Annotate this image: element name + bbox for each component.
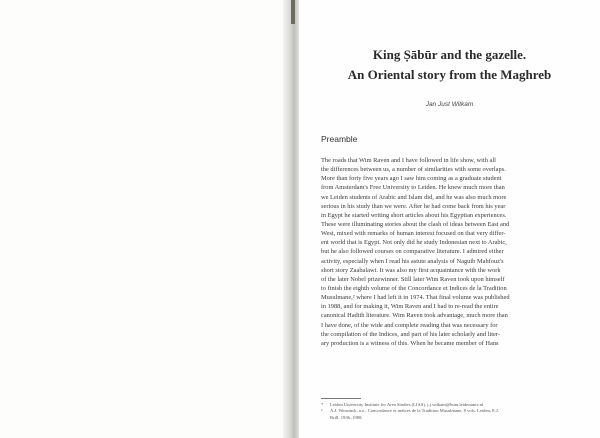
- section-heading: Preamble: [321, 134, 358, 144]
- body-line: in Egypt he started writing short articles about his Egyptian experiences.: [321, 211, 507, 219]
- body-line: West, mixed with remarks of human interest focused on that very differ-: [321, 230, 506, 238]
- left-page-blank: [0, 0, 285, 438]
- body-line: of the later Nobel prizewinner. Still later Wim Raven took upon himself: [321, 275, 505, 283]
- body-line: serious in his study than we were. After he had come back from his year: [321, 202, 506, 210]
- body-line: from Amsterdam's Free University to Leiden. He knew much more than: [321, 184, 505, 192]
- body-line: Musulmane,² where I had left it in 1974. That final volume was published: [321, 294, 510, 302]
- body-line: canonical Hadith literature. Wim Raven took advantage, much more than: [321, 312, 508, 320]
- body-line: the compilation of the Indices, and part of his later scholarly and liter-: [321, 330, 500, 338]
- body-line: ent world that is Egypt. Not only did he study Indonesian next to Arabic,: [321, 239, 507, 247]
- body-line: in 1988, and for making it, Wim Raven and I had to re-read the entire: [321, 303, 499, 311]
- body-line: I have done, of the wide and complete reading that was necessary for: [321, 321, 498, 329]
- article-title-line2: An Oriental story from the Maghreb: [347, 67, 552, 82]
- body-line: ary production is a witness of this. When he became member of Hans: [321, 339, 499, 347]
- footnote-number: ²: [321, 408, 323, 414]
- footnote-number: *: [321, 402, 324, 407]
- body-line: we Leiden students of Arabic and Islam did, and he was also much more: [321, 193, 507, 201]
- binding-mark: [291, 0, 295, 24]
- body-line: activity, especially when I read his astute analysis of Naguib Mahfouz's: [321, 257, 504, 265]
- body-line: to finish the eighth volume of the Concordance et Indices de la Tradition: [321, 284, 507, 292]
- body-line: These were illuminating stories about the clash of ideas between East and: [321, 220, 510, 228]
- footnote-text: Leiden University Institute for Area Studies (LIAS), j.j.witkam@hum.leidenuniv.nl: [330, 402, 484, 407]
- footnote-text: Brill, 1936–1988.: [330, 414, 363, 420]
- body-line: The roads that Wim Raven and I have followed in life show, with all: [321, 157, 496, 164]
- body-paragraph: [321, 156, 583, 348]
- body-line: short story Zaabalawi. It was also my first acquaintance with the work: [321, 266, 501, 274]
- footnote-text: A.J. Wensinck, a.o., Concordance et indices de la Tradition Musulmane, 8 vols. Leiden, E.J.: [330, 408, 499, 414]
- footnote-rule: [321, 398, 361, 399]
- article-author: Jan Just Witkam: [425, 101, 474, 108]
- footnotes: [321, 402, 583, 421]
- body-line: but he also followed courses on comparative literature. I admired either: [321, 248, 504, 256]
- body-line: the differences between us, a number of similarities with some overlaps.: [321, 166, 506, 174]
- footnote-line: [321, 415, 583, 421]
- article-title-line1: King Ṣābūr and the gazelle.: [372, 47, 527, 62]
- body-line: More than forty five years ago I saw him coming as a graduate student: [321, 175, 502, 183]
- book-gutter: [283, 0, 299, 438]
